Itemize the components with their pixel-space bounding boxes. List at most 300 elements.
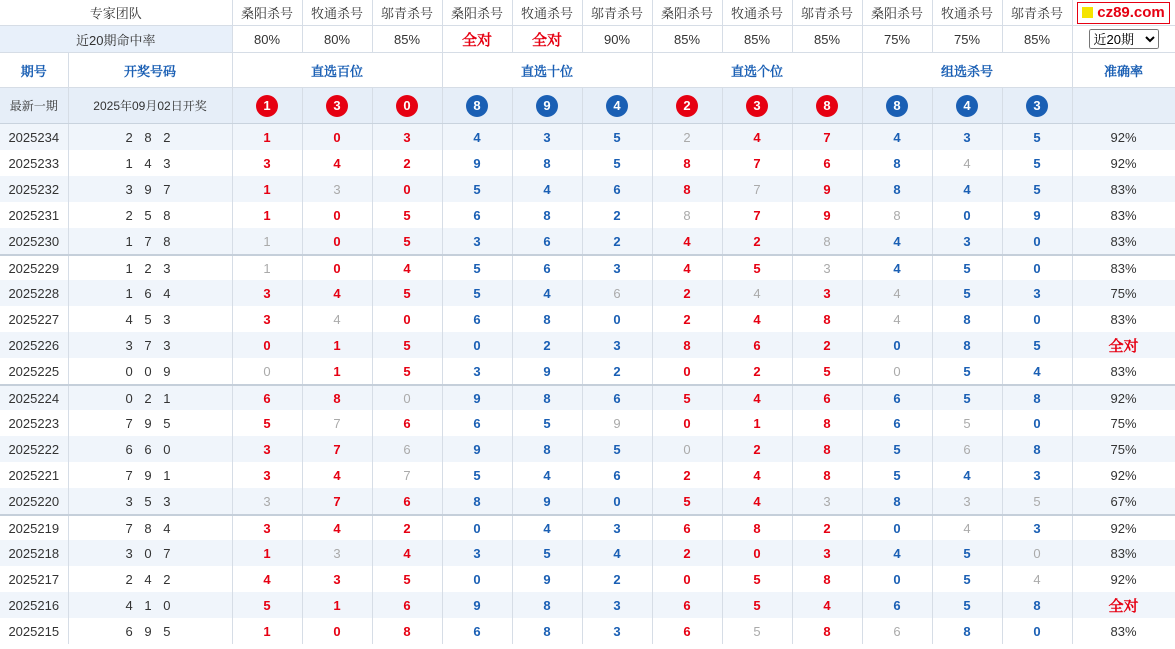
kill-number: 4: [582, 540, 652, 566]
kill-number: 3: [232, 306, 302, 332]
kill-number: 0: [722, 540, 792, 566]
kill-ball: 9: [536, 95, 558, 117]
expert-name: 牧通杀号: [302, 0, 372, 26]
draw-numbers: 1 4 3: [68, 150, 232, 176]
kill-number: 6: [442, 306, 512, 332]
kill-number: 8: [862, 202, 932, 228]
kill-number: 2: [652, 124, 722, 151]
kill-number: 6: [512, 228, 582, 255]
kill-number: 2: [372, 150, 442, 176]
draw-numbers: 3 0 7: [68, 540, 232, 566]
kill-number: 0: [1002, 228, 1072, 255]
kill-number: 5: [372, 358, 442, 385]
kill-number: 0: [302, 124, 372, 151]
kill-number: 3: [582, 255, 652, 280]
kill-number: 2: [722, 358, 792, 385]
expert-name: 邬青杀号: [1002, 0, 1072, 26]
kill-number: 8: [792, 228, 862, 255]
accuracy-value: 83%: [1072, 255, 1175, 280]
kill-ball: 3: [746, 95, 768, 117]
accuracy-value: 92%: [1072, 462, 1175, 488]
kill-number: 0: [862, 332, 932, 358]
kill-number: 6: [512, 255, 582, 280]
kill-number: 2: [652, 306, 722, 332]
kill-number: 6: [442, 618, 512, 644]
kill-number: 0: [372, 176, 442, 202]
kill-number: 7: [722, 150, 792, 176]
kill-number: 7: [722, 176, 792, 202]
kill-ball: 3: [1026, 95, 1048, 117]
issue-number: 2025230: [0, 228, 68, 255]
kill-number: 8: [722, 515, 792, 540]
kill-number: 8: [792, 436, 862, 462]
draw-numbers: 2 8 2: [68, 124, 232, 151]
issue-number: 2025225: [0, 358, 68, 385]
expert-name: 桑阳杀号: [862, 0, 932, 26]
kill-number: 4: [862, 280, 932, 306]
kill-number: 5: [372, 228, 442, 255]
kill-number: 2: [652, 280, 722, 306]
table-row: [0, 150, 1175, 176]
kill-number: 8: [1002, 592, 1072, 618]
kill-number: 8: [1002, 385, 1072, 410]
kill-number: 5: [652, 488, 722, 515]
kill-number: 1: [722, 410, 792, 436]
accuracy-value: 92%: [1072, 150, 1175, 176]
kill-number: 8: [652, 150, 722, 176]
table-row: [0, 436, 1175, 462]
draw-numbers: 6 9 5: [68, 618, 232, 644]
kill-number: 3: [582, 618, 652, 644]
kill-number: 1: [232, 540, 302, 566]
table-row: [0, 462, 1175, 488]
draw-numbers: 0 0 9: [68, 358, 232, 385]
col-draw: 开奖号码: [68, 53, 232, 88]
kill-number: 4: [372, 540, 442, 566]
kill-number: 8: [932, 332, 1002, 358]
kill-number: 3: [302, 566, 372, 592]
hit-rate: 80%: [302, 26, 372, 53]
col-accuracy: 准确率: [1072, 53, 1175, 88]
group-tens: 直选十位: [442, 53, 652, 88]
kill-number: 3: [302, 540, 372, 566]
expert-name: 牧通杀号: [512, 0, 582, 26]
kill-number: 5: [442, 255, 512, 280]
accuracy-value: 83%: [1072, 618, 1175, 644]
kill-number: 8: [512, 592, 582, 618]
kill-number: 8: [512, 306, 582, 332]
draw-numbers: 3 9 7: [68, 176, 232, 202]
kill-number: 6: [862, 385, 932, 410]
kill-ball: 4: [606, 95, 628, 117]
kill-number: 8: [862, 150, 932, 176]
latest-kill-cell: [372, 88, 442, 124]
kill-ball: 0: [396, 95, 418, 117]
kill-number: 0: [932, 202, 1002, 228]
kill-number: 1: [232, 228, 302, 255]
accuracy-value: 83%: [1072, 540, 1175, 566]
kill-number: 9: [442, 592, 512, 618]
kill-number: 4: [512, 280, 582, 306]
latest-kill-cell: [302, 88, 372, 124]
kill-number: 0: [862, 566, 932, 592]
period-select[interactable]: [1089, 29, 1159, 49]
latest-kill-cell: [792, 88, 862, 124]
kill-number: 5: [442, 462, 512, 488]
kill-number: 8: [302, 385, 372, 410]
table-row: [0, 385, 1175, 410]
issue-number: 2025233: [0, 150, 68, 176]
kill-number: 5: [792, 358, 862, 385]
issue-number: 2025227: [0, 306, 68, 332]
draw-numbers: 0 2 1: [68, 385, 232, 410]
kill-number: 6: [792, 385, 862, 410]
kill-number: 2: [582, 358, 652, 385]
kill-number: 4: [932, 462, 1002, 488]
kill-number: 3: [792, 255, 862, 280]
kill-number: 1: [232, 176, 302, 202]
kill-number: 4: [722, 488, 792, 515]
kill-number: 8: [512, 202, 582, 228]
kill-number: 5: [932, 255, 1002, 280]
issue-number: 2025220: [0, 488, 68, 515]
kill-number: 0: [1002, 618, 1072, 644]
kill-number: 1: [232, 202, 302, 228]
kill-number: 0: [652, 410, 722, 436]
hit-rate: 85%: [372, 26, 442, 53]
table-row: [0, 255, 1175, 280]
table-row: [0, 566, 1175, 592]
hit-rate: 全对: [442, 26, 512, 53]
accuracy-value: 83%: [1072, 202, 1175, 228]
kill-number: 3: [512, 124, 582, 151]
kill-number: 6: [372, 410, 442, 436]
kill-number: 1: [232, 255, 302, 280]
column-group-row: [0, 53, 1175, 88]
kill-number: 4: [302, 462, 372, 488]
accuracy-value: 67%: [1072, 488, 1175, 515]
latest-kill-cell: [932, 88, 1002, 124]
table-row: [0, 124, 1175, 151]
latest-row: [0, 88, 1175, 124]
hit-rate: 75%: [932, 26, 1002, 53]
kill-ball: 8: [886, 95, 908, 117]
latest-kill-cell: [722, 88, 792, 124]
kill-number: 7: [302, 410, 372, 436]
kill-ball: 2: [676, 95, 698, 117]
kill-number: 4: [512, 515, 582, 540]
kill-number: 5: [512, 540, 582, 566]
kill-number: 9: [1002, 202, 1072, 228]
kill-number: 6: [652, 592, 722, 618]
site-logo[interactable]: cz89.com: [1077, 2, 1170, 24]
kill-number: 8: [792, 306, 862, 332]
kill-number: 0: [232, 332, 302, 358]
kill-number: 5: [232, 410, 302, 436]
kill-number: 3: [582, 592, 652, 618]
kill-number: 3: [442, 540, 512, 566]
kill-number: 8: [652, 332, 722, 358]
kill-number: 3: [582, 332, 652, 358]
accuracy-value: 全对: [1072, 332, 1175, 358]
kill-number: 9: [512, 488, 582, 515]
kill-number: 2: [582, 566, 652, 592]
kill-number: 1: [302, 332, 372, 358]
kill-number: 6: [582, 462, 652, 488]
kill-number: 4: [652, 255, 722, 280]
kill-number: 3: [372, 124, 442, 151]
issue-number: 2025221: [0, 462, 68, 488]
accuracy-value: 75%: [1072, 410, 1175, 436]
kill-number: 3: [582, 515, 652, 540]
kill-number: 3: [442, 228, 512, 255]
kill-number: 4: [722, 124, 792, 151]
issue-number: 2025215: [0, 618, 68, 644]
table-row: [0, 540, 1175, 566]
kill-number: 0: [582, 306, 652, 332]
kill-number: 2: [582, 228, 652, 255]
kill-number: 5: [512, 410, 582, 436]
kill-number: 0: [652, 566, 722, 592]
kill-number: 6: [862, 410, 932, 436]
kill-number: 0: [302, 618, 372, 644]
draw-numbers: 7 9 5: [68, 410, 232, 436]
kill-number: 8: [932, 306, 1002, 332]
table-row: [0, 592, 1175, 618]
kill-number: 4: [722, 385, 792, 410]
accuracy-value: 83%: [1072, 228, 1175, 255]
kill-number: 7: [722, 202, 792, 228]
expert-name: 邬青杀号: [792, 0, 862, 26]
kill-number: 5: [932, 385, 1002, 410]
issue-number: 2025222: [0, 436, 68, 462]
hit-rate: 85%: [1002, 26, 1072, 53]
kill-number: 0: [1002, 410, 1072, 436]
kill-number: 4: [932, 515, 1002, 540]
expert-name: 桑阳杀号: [652, 0, 722, 26]
latest-label: 最新一期: [0, 88, 68, 124]
kill-number: 5: [1002, 488, 1072, 515]
table-row: [0, 202, 1175, 228]
hit-rate-row: [0, 26, 1175, 53]
table-row: [0, 618, 1175, 644]
kill-number: 4: [722, 306, 792, 332]
kill-number: 9: [442, 150, 512, 176]
kill-number: 7: [372, 462, 442, 488]
kill-number: 3: [1002, 462, 1072, 488]
kill-number: 5: [932, 540, 1002, 566]
kill-number: 6: [442, 202, 512, 228]
team-label: 专家团队: [0, 0, 232, 26]
expert-name: 邬青杀号: [372, 0, 442, 26]
issue-number: 2025217: [0, 566, 68, 592]
draw-numbers: 2 4 2: [68, 566, 232, 592]
kill-number: 5: [372, 566, 442, 592]
kill-number: 0: [442, 515, 512, 540]
kill-number: 1: [302, 592, 372, 618]
expert-header-row: [0, 0, 1175, 26]
kill-number: 9: [792, 176, 862, 202]
latest-kill-cell: [442, 88, 512, 124]
kill-number: 4: [232, 566, 302, 592]
latest-accuracy-empty: [1072, 88, 1175, 124]
kill-number: 4: [302, 306, 372, 332]
kill-number: 2: [372, 515, 442, 540]
table-row: [0, 515, 1175, 540]
kill-number: 5: [372, 202, 442, 228]
kill-number: 3: [792, 280, 862, 306]
kill-number: 5: [1002, 124, 1072, 151]
draw-numbers: 4 1 0: [68, 592, 232, 618]
kill-number: 0: [1002, 306, 1072, 332]
issue-number: 2025223: [0, 410, 68, 436]
hit-rate: 75%: [862, 26, 932, 53]
kill-number: 8: [372, 618, 442, 644]
kill-number: 4: [862, 124, 932, 151]
kill-number: 9: [442, 436, 512, 462]
draw-numbers: 3 5 3: [68, 488, 232, 515]
kill-number: 0: [372, 385, 442, 410]
logo-square-icon: [1082, 7, 1093, 18]
draw-numbers: 4 5 3: [68, 306, 232, 332]
col-issue: 期号: [0, 53, 68, 88]
issue-number: 2025231: [0, 202, 68, 228]
kill-number: 5: [372, 332, 442, 358]
draw-numbers: 2 5 8: [68, 202, 232, 228]
kill-number: 6: [372, 592, 442, 618]
kill-ball: 8: [816, 95, 838, 117]
table-row: [0, 332, 1175, 358]
kill-number: 6: [862, 618, 932, 644]
kill-number: 4: [932, 176, 1002, 202]
kill-number: 2: [652, 462, 722, 488]
kill-number: 5: [372, 280, 442, 306]
issue-number: 2025216: [0, 592, 68, 618]
kill-number: 4: [862, 306, 932, 332]
expert-name: 桑阳杀号: [442, 0, 512, 26]
draw-numbers: 1 6 4: [68, 280, 232, 306]
kill-number: 3: [792, 540, 862, 566]
draw-numbers: 1 2 3: [68, 255, 232, 280]
kill-number: 4: [792, 592, 862, 618]
kill-number: 4: [302, 280, 372, 306]
accuracy-value: 92%: [1072, 124, 1175, 151]
issue-number: 2025229: [0, 255, 68, 280]
kill-number: 8: [512, 385, 582, 410]
kill-number: 8: [792, 566, 862, 592]
table-row: [0, 176, 1175, 202]
kill-number: 6: [792, 150, 862, 176]
kill-number: 4: [442, 124, 512, 151]
kill-number: 2: [582, 202, 652, 228]
latest-date: 2025年09月02日开奖: [68, 88, 232, 124]
hit-rate: 85%: [652, 26, 722, 53]
kill-ball: 1: [256, 95, 278, 117]
latest-kill-cell: [862, 88, 932, 124]
draw-numbers: 7 9 1: [68, 462, 232, 488]
kill-ball: 8: [466, 95, 488, 117]
kill-number: 5: [442, 176, 512, 202]
period-select-cell: [1072, 26, 1175, 53]
accuracy-value: 83%: [1072, 176, 1175, 202]
kill-number: 5: [1002, 332, 1072, 358]
expert-name: 桑阳杀号: [232, 0, 302, 26]
kill-number: 7: [302, 488, 372, 515]
table-row: [0, 280, 1175, 306]
kill-number: 4: [862, 228, 932, 255]
latest-kill-cell: [1002, 88, 1072, 124]
kill-number: 5: [442, 280, 512, 306]
kill-number: 8: [1002, 436, 1072, 462]
kill-number: 4: [862, 540, 932, 566]
kill-number: 0: [1002, 255, 1072, 280]
kill-number: 4: [652, 228, 722, 255]
hit-rate-label: 近20期命中率: [0, 26, 232, 53]
kill-number: 4: [512, 462, 582, 488]
issue-number: 2025232: [0, 176, 68, 202]
kill-ball: 4: [956, 95, 978, 117]
accuracy-value: 75%: [1072, 436, 1175, 462]
kill-number: 3: [1002, 515, 1072, 540]
kill-number: 3: [232, 462, 302, 488]
accuracy-value: 92%: [1072, 515, 1175, 540]
kill-number: 0: [302, 202, 372, 228]
kill-number: 2: [722, 436, 792, 462]
kill-number: 3: [1002, 280, 1072, 306]
accuracy-value: 83%: [1072, 358, 1175, 385]
kill-number: 4: [1002, 566, 1072, 592]
kill-number: 5: [932, 566, 1002, 592]
kill-number: 5: [722, 255, 792, 280]
kill-number: 0: [302, 228, 372, 255]
kill-number: 6: [232, 385, 302, 410]
kill-number: 8: [792, 462, 862, 488]
kill-number: 8: [792, 410, 862, 436]
kill-number: 4: [722, 280, 792, 306]
group-combo: 组选杀号: [862, 53, 1072, 88]
kill-number: 3: [232, 150, 302, 176]
kill-number: 3: [232, 280, 302, 306]
kill-number: 5: [722, 566, 792, 592]
kill-number: 4: [372, 255, 442, 280]
kill-number: 2: [722, 228, 792, 255]
kill-number: 5: [932, 358, 1002, 385]
kill-number: 5: [862, 462, 932, 488]
kill-number: 6: [722, 332, 792, 358]
kill-number: 9: [512, 566, 582, 592]
kill-number: 0: [442, 332, 512, 358]
kill-number: 8: [862, 488, 932, 515]
kill-number: 4: [1002, 358, 1072, 385]
kill-number: 5: [1002, 150, 1072, 176]
kill-number: 7: [302, 436, 372, 462]
kill-number: 4: [722, 462, 792, 488]
kill-number: 8: [792, 618, 862, 644]
kill-number: 5: [582, 124, 652, 151]
table-row: [0, 306, 1175, 332]
kill-number: 3: [932, 488, 1002, 515]
kill-number: 5: [932, 280, 1002, 306]
kill-number: 3: [232, 436, 302, 462]
kill-number: 8: [512, 150, 582, 176]
kill-number: 3: [932, 124, 1002, 151]
kill-number: 6: [582, 176, 652, 202]
draw-numbers: 1 7 8: [68, 228, 232, 255]
kill-number: 2: [652, 540, 722, 566]
kill-number: 8: [512, 618, 582, 644]
kill-number: 0: [862, 358, 932, 385]
issue-number: 2025219: [0, 515, 68, 540]
